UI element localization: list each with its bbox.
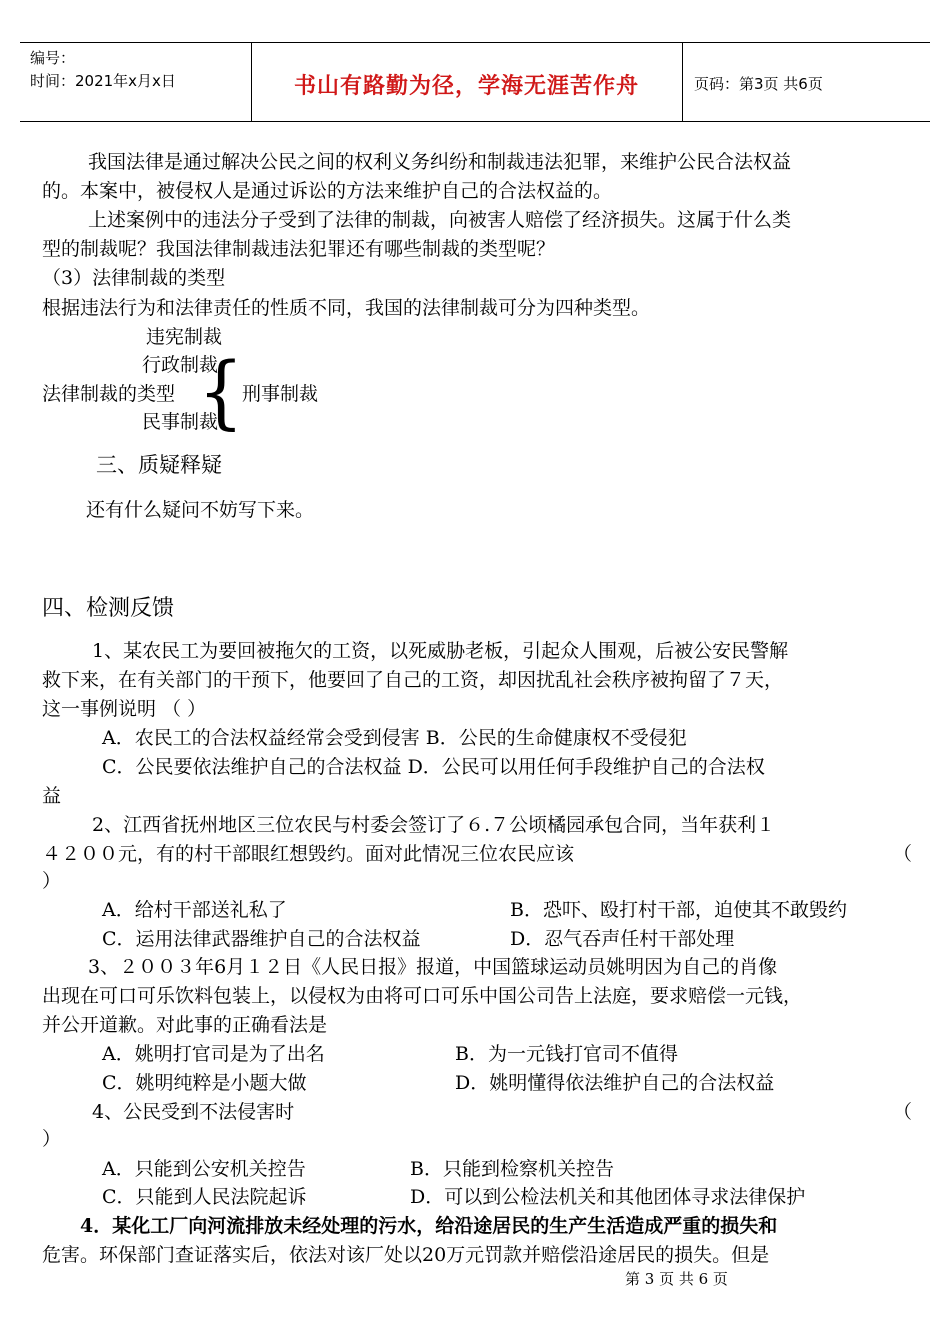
sanction-type: 违宪制裁 [146,326,223,348]
question-line: 救下来，在有关部门的干预下，他要回了自己的工资，却因扰乱社会秩序被拘留了７天， [42,669,784,691]
question-line: 3、２００３年6月１２日《人民日报》报道，中国篮球运动员姚明因为自己的肖像 [88,956,778,978]
question-line: 出现在可口可乐饮料包装上，以侵权为由将可口可乐中国公司告上法庭，要求赔偿一元钱， [42,985,803,1007]
header-page-info: 页码：第3页 共6页 [694,75,823,93]
question-line: 危害。环保部门查证落实后，依法对该厂处以20万元罚款并赔偿沿途居民的损失。但是 [42,1244,770,1266]
answer-option: B．为一元钱打官司不值得 [455,1043,678,1065]
question-line: 2、江西省抚州地区三位农民与村委会签订了６.７公顷橘园承包合同，当年获利１ [92,814,776,836]
answer-option: 益 [42,785,62,807]
header-meta [30,47,176,93]
page-header [20,42,930,122]
sanction-type: 刑事制裁 [242,383,319,405]
answer-paren: （ [893,1101,913,1123]
answer-option: A．农民工的合法权益经常会受到侵害 B．公民的生命健康权不受侵犯 [102,727,687,749]
paragraph-line: 我国法律是通过解决公民之间的权利义务纠纷和制裁违法犯罪，来维护公民合法权益 [88,151,792,173]
paragraph-line: 上述案例中的违法分子受到了法律的制裁，向被害人赔偿了经济损失。这属于什么类 [88,209,792,231]
question-line: 4、公民受到不法侵害时 [92,1101,295,1123]
question-line: 并公开道歉。对此事的正确看法是 [42,1014,328,1036]
question-line: ４２００元，有的村干部眼红想毁约。面对此情况三位农民应该 [42,843,575,865]
answer-paren: ） [42,1128,62,1150]
answer-option: C．姚明纯粹是小题大做 [102,1072,307,1094]
answer-option: C．公民要依法维护自己的合法权益 D．公民可以用任何手段维护自己的合法权 [102,756,765,778]
serial-number: 编号： [30,49,76,67]
section-heading: 三、质疑释疑 [96,453,222,477]
section-heading: 四、检测反馈 [42,596,175,621]
header-date: 时间：2021年x月x日 [30,72,176,90]
answer-option: A．给村干部送礼私了 [102,899,287,921]
page-footer: 第 3 页 共 6 页 [625,1270,728,1288]
sanction-label: 法律制裁的类型 [42,383,176,405]
answer-option: A．姚明打官司是为了出名 [102,1043,325,1065]
section-heading: （3）法律制裁的类型 [42,267,226,289]
answer-option: D．忍气吞声任村干部处理 [510,928,735,950]
answer-paren: ） [42,870,62,892]
paragraph-line: 型的制裁呢？我国法律制裁违法犯罪还有哪些制裁的类型呢？ [42,238,556,260]
paragraph-line: 根据违法行为和法律责任的性质不同，我国的法律制裁可分为四种类型。 [42,297,651,319]
header-motto: 书山有路勤为径，学海无涯苦作舟 [293,74,639,99]
answer-option: A．只能到公安机关控告 [102,1158,306,1180]
answer-option: D．姚明懂得依法维护自己的合法权益 [455,1072,775,1094]
sanction-type: 民事制裁 [142,411,219,433]
answer-option: D．可以到公检法机关和其他团体寻求法律保护 [410,1186,806,1208]
brace-icon: { [198,345,244,438]
sanction-type: 行政制裁 [142,354,219,376]
answer-paren: （ [893,843,913,865]
question-line: 这一事例说明 （ ） [42,698,207,720]
paragraph-line: 的。本案中，被侵权人是通过诉讼的方法来维护自己的合法权益的。 [42,180,613,202]
answer-option: C．只能到人民法院起诉 [102,1186,307,1208]
header-divider [682,43,683,121]
question-line: 4．某化工厂向河流排放未经处理的污水，给沿途居民的生产生活造成严重的损失和 [80,1215,778,1237]
question-line: 1、某农民工为要回被拖欠的工资，以死威胁老板，引起众人围观，后被公安民警解 [92,640,789,662]
paragraph-line: 还有什么疑问不妨写下来。 [86,499,315,521]
answer-option: B．恐吓、殴打村干部，迫使其不敢毁约 [510,899,847,921]
answer-option: C．运用法律武器维护自己的合法权益 [102,928,421,950]
answer-option: B．只能到检察机关控告 [410,1158,614,1180]
